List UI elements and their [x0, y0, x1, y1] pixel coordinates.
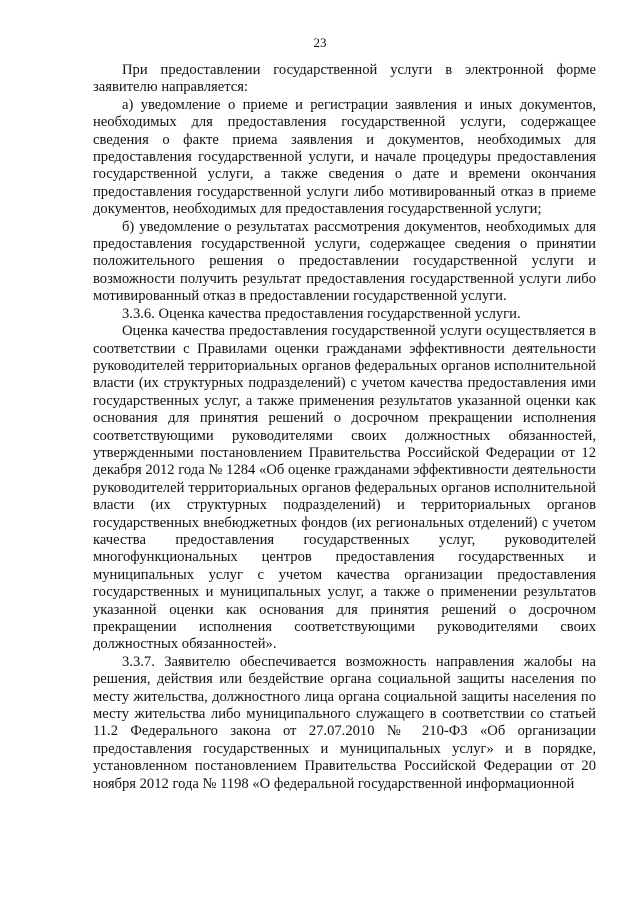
paragraph-3-3-7: 3.3.7. Заявителю обеспечивается возможность направления жалобы на решения, действия или бездействие органа социальной защиты населения по месту жительства, должностного лица органа социальной защиты населения по месту жительства либо муниципального служащего в соответствии со статьей 11.2 Федерального закона от 27.07.2010 № 210-ФЗ «Об организации предоставления государственных и муниципальных услуг» и в порядке, установленном постановлением Правительства Российской Федерации от 20 ноября 2012 года № 1198 «О федеральной государственной информационной [93, 653, 596, 792]
page-number: 23 [313, 35, 327, 50]
document-body [93, 62, 596, 793]
paragraph-quality-assessment: Оценка качества предоставления государственной услуги осуществляется в соответствии с Правилами оценки гражданами эффективности деятельности руководителей территориальных органов федеральных органов исполнительной власти (их структурных подразделений) с учетом качества предоставления ими государственных услуг, а также применения результатов указанной оценки как основания для принятия решений о досрочном прекращении исполнения соответствующими руководителями своих должностных обязанностей, утвержденными постановлением Правительства Российской Федерации от 12 декабря 2012 года № 1284 «Об оценке гражданами эффективности деятельности руководителей территориальных органов федеральных органов исполнительной власти (их структурных подразделений) и территориальных органов государственных внебюджетных фондов (их региональных отделений) с учетом качества предоставления государственных услуг, руководителей многофункциональных центров предоставления государственных и муниципальных услуг с учетом качества организации предоставления государственных и муниципальных услуг, а также о применении результатов указанной оценки как основания для принятия решений о досрочном прекращении исполнения соответствующими руководителями своих должностных обязанностей». [93, 323, 596, 653]
paragraph-item-b: б) уведомление о результатах рассмотрения документов, необходимых для предоставления государственной услуги, содержащее сведения о принятии положительного решения о предоставлении государственной услуги и возможности получить результат предоставления государственной услуги либо мотивированный отказ в предоставлении государственной услуги. [93, 218, 596, 305]
paragraph-intro: При предоставлении государственной услуги в электронной форме заявителю направляется: [93, 62, 596, 96]
section-heading-3-3-6: 3.3.6. Оценка качества предоставления государственной услуги. [122, 305, 521, 322]
paragraph-item-a: а) уведомление о приеме и регистрации заявления и иных документов, необходимых для предоставления государственной услуги, содержащее сведения о факте приема заявления и документов, необходимых для предоставления государственной услуги, и начале процедуры предоставления государственной услуги, а также сведения о дате и времени окончания предоставления государственной услуги либо мотивированный отказ в приеме документов, необходимых для предоставления государственной услуги; [93, 96, 596, 218]
